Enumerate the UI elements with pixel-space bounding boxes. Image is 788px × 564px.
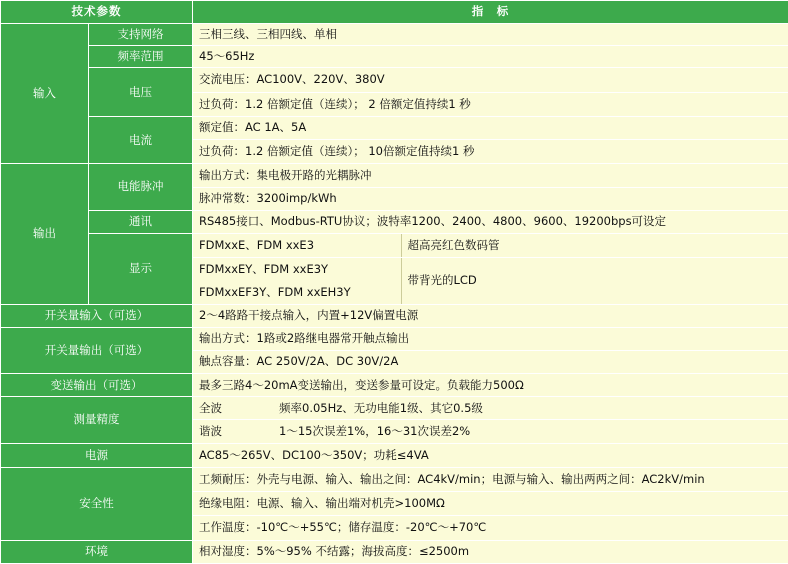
current-value-2: 过负荷：1.2 倍额定值（连续）； 10倍额定值持续1 秒 [193,140,788,164]
switch-out-value-1: 输出方式：1路或2路继电器常开触点输出 [193,327,788,350]
voltage-value-1: 交流电压：AC100V、220V、380V [193,68,788,92]
display-model-2: FDMxxEY、FDM xxE3Y [193,258,401,281]
accuracy-harm-label: 谐波 [193,420,273,442]
header-row [1,1,788,24]
header-params: 技术参数 [1,1,193,24]
freq-label: 频率范围 [89,46,193,68]
accuracy-full-value: 频率0.05Hz、无功电能1级、其它0.5级 [273,397,788,419]
pulse-value-1: 输出方式：集电极开路的光耦脉冲 [193,164,788,187]
safety-value-3: 工作温度：-10℃～+55℃；储存温度：-20℃～+70℃ [193,516,788,540]
switch-in-value: 2～4路路干接点输入，内置+12V偏置电源 [193,304,788,327]
voltage-label: 电压 [89,68,193,116]
power-value: AC85～265V、DC100～350V；功耗≤4VA [193,443,788,467]
accuracy-label: 测量精度 [1,397,193,443]
switch-in-label: 开关量输入（可选） [1,304,193,327]
display-desc-2: 带背光的LCD [401,258,788,303]
switch-out-label: 开关量输出（可选） [1,327,193,373]
pulse-value-2: 脉冲常数：3200imp/kWh [193,187,788,210]
comm-label: 通讯 [89,210,193,233]
accuracy-full-label: 全波 [193,397,273,419]
display-model-1: FDMxxE、FDM xxE3 [193,234,401,257]
display-model-3: FDMxxEF3Y、FDM xxEH3Y [193,281,401,303]
freq-value: 45～65Hz [193,46,788,68]
transmit-label: 变送输出（可选） [1,374,193,397]
env-value: 相对湿度：5%～95% 不结露；海拔高度：≤2500m [193,540,788,563]
header-spec: 指 标 [193,1,788,24]
comm-value: RS485接口、Modbus-RTU协议；波特率1200、2400、4800、9600、19200bps可设定 [193,210,788,233]
safety-value-1: 工频耐压：外壳与电源、输入、输出之间：AC4kV/min；电源与输入、输出两两之间：AC2kV/min [193,467,788,491]
power-label: 电源 [1,443,193,467]
env-label: 环境 [1,540,193,563]
accuracy-harm-value: 1～15次误差1%，16～31次误差2% [273,420,788,442]
output-category: 输出 [1,164,89,304]
current-label: 电流 [89,116,193,163]
current-value-1: 额定值：AC 1A、5A [193,116,788,139]
switch-out-value-2: 触点容量：AC 250V/2A、DC 30V/2A [193,350,788,373]
transmit-value: 最多三路4～20mA变送输出，变送参量可设定。负载能力500Ω [193,374,788,397]
display-desc-1: 超高亮红色数码管 [401,234,788,257]
network-value: 三相三线、三相四线、单相 [193,24,788,46]
network-label: 支持网络 [89,24,193,46]
pulse-label: 电能脉冲 [89,164,193,210]
display-label: 显示 [89,233,193,304]
voltage-value-2: 过负荷：1.2 倍额定值（连续）； 2 倍额定值持续1 秒 [193,92,788,116]
safety-value-2: 绝缘电阻：电源、输入、输出端对机壳>100MΩ [193,492,788,516]
safety-label: 安全性 [1,467,193,540]
input-category: 输入 [1,24,89,164]
